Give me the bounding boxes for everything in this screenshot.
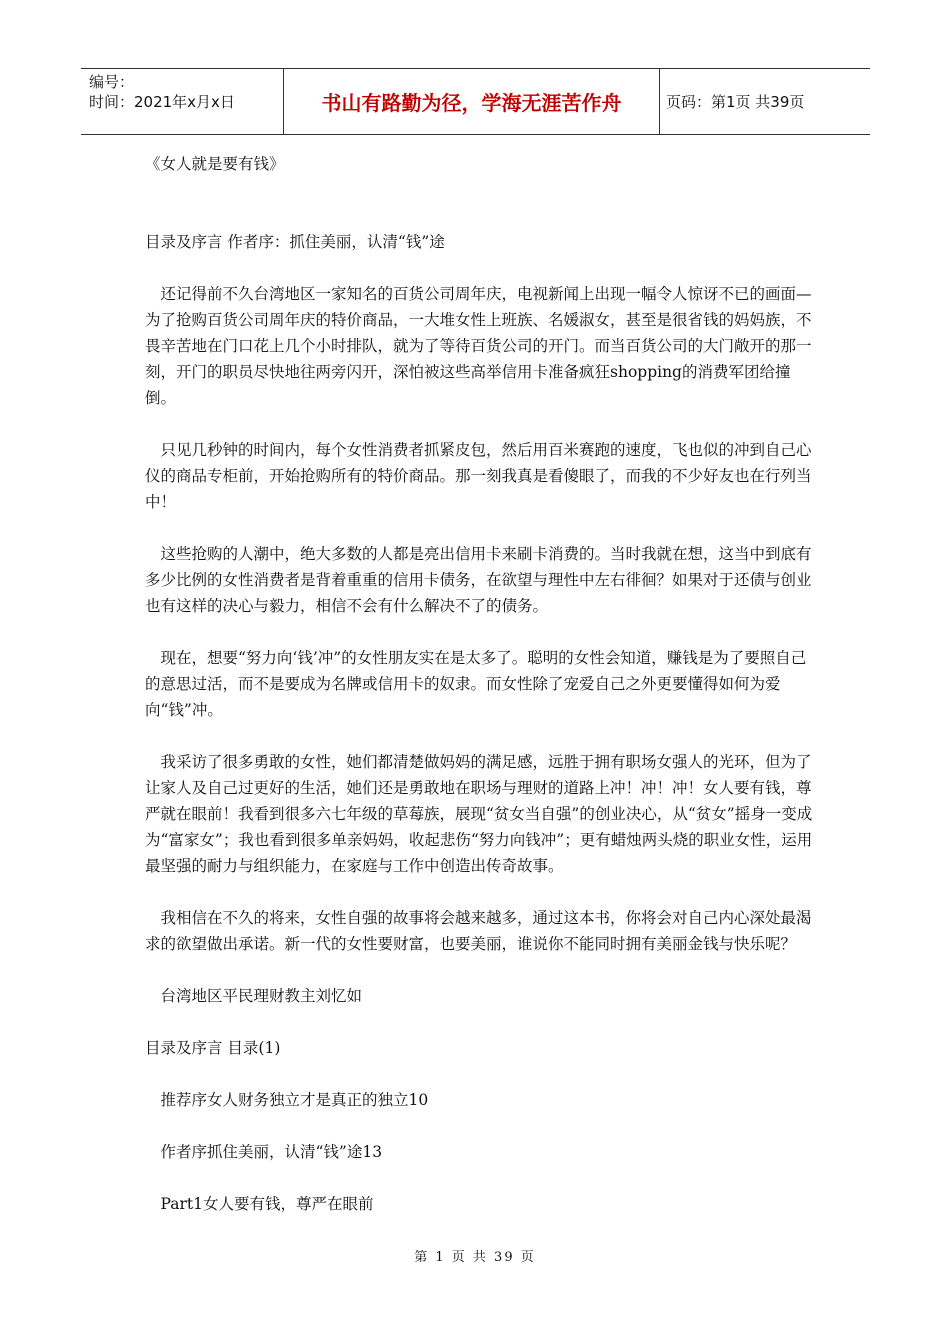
time-label: 时间：2021年x月x日	[89, 93, 235, 111]
paragraph: 现在，想要“努力向‘钱’冲”的女性朋友实在是太多了。聪明的女性会知道，赚钱是为了要照自己的意思过活，而不是要成为名牌或信用卡的奴隶。而女性除了宠爱自己之外更要懂得如何为爱向“钱”冲。	[145, 649, 807, 719]
toc-item: Part1女人要有钱，尊严在眼前	[160, 1195, 374, 1213]
document-body	[145, 151, 813, 1217]
page-footer: 第 1 页 共 39 页	[414, 1250, 536, 1265]
header-page-info: 页码：第1页 共39页	[666, 93, 805, 111]
toc-heading: 目录及序言 目录(1)	[145, 1039, 281, 1057]
page-header	[81, 68, 870, 135]
toc-item: 作者序抓住美丽，认清“钱”途13	[160, 1143, 383, 1161]
document-title: 《女人就是要有钱》	[145, 155, 285, 173]
paragraph: 这些抢购的人潮中，绝大多数的人都是亮出信用卡来刷卡消费的。当时我就在想，这当中到底有多少比例的女性消费者是背着重重的信用卡债务，在欲望与理性中左右徘徊？如果对于还债与创业也有这样的决心与毅力，相信不会有什么解决不了的债务。	[145, 545, 812, 615]
toc-item: 推荐序女人财务独立才是真正的独立10	[160, 1091, 429, 1109]
paragraph: 我相信在不久的将来，女性自强的故事将会越来越多，通过这本书，你将会对自己内心深处最渴求的欲望做出承诺。新一代的女性要财富，也要美丽，谁说你不能同时拥有美丽金钱与快乐呢？	[145, 909, 812, 953]
number-label: 编号：	[89, 73, 135, 91]
paragraph: 我采访了很多勇敢的女性，她们都清楚做妈妈的满足感，远胜于拥有职场女强人的光环，但为了让家人及自己过更好的生活，她们还是勇敢地在职场与理财的道路上冲！冲！冲！女人要有钱，尊严就在眼前！我看到很多六七年级的草莓族，展现“贫女当自强”的创业决心，从“贫女”摇身一变成为“富家女”；我也看到很多单亲妈妈，收起悲伤“努力向钱冲”；更有蜡烛两头烧的职业女性，运用最坚强的耐力与组织能力，在家庭与工作中创造出传奇故事。	[145, 753, 813, 875]
header-motto: 书山有路勤为径，学海无涯苦作舟	[284, 69, 660, 134]
paragraph: 还记得前不久台湾地区一家知名的百货公司周年庆，电视新闻上出现一幅令人惊讶不已的画面—为了抢购百货公司周年庆的特价商品，一大堆女性上班族、名媛淑女，甚至是很省钱的妈妈族，不畏辛苦地在门口花上几个小时排队，就为了等待百货公司的开门。而当百货公司的大门敞开的那一刻，开门的职员尽快地往两旁闪开，深怕被这些高举信用卡准备疯狂shopping的消费军团给撞倒。	[145, 285, 812, 407]
paragraph: 只见几秒钟的时间内，每个女性消费者抓紧皮包，然后用百米赛跑的速度，飞也似的冲到自己心仪的商品专柜前，开始抢购所有的特价商品。那一刻我真是看傻眼了，而我的不少好友也在行列当中！	[145, 441, 812, 511]
signature: 台湾地区平民理财教主刘忆如	[160, 987, 363, 1005]
header-meta	[81, 69, 284, 134]
section-heading: 目录及序言 作者序：抓住美丽，认清“钱”途	[145, 233, 445, 251]
